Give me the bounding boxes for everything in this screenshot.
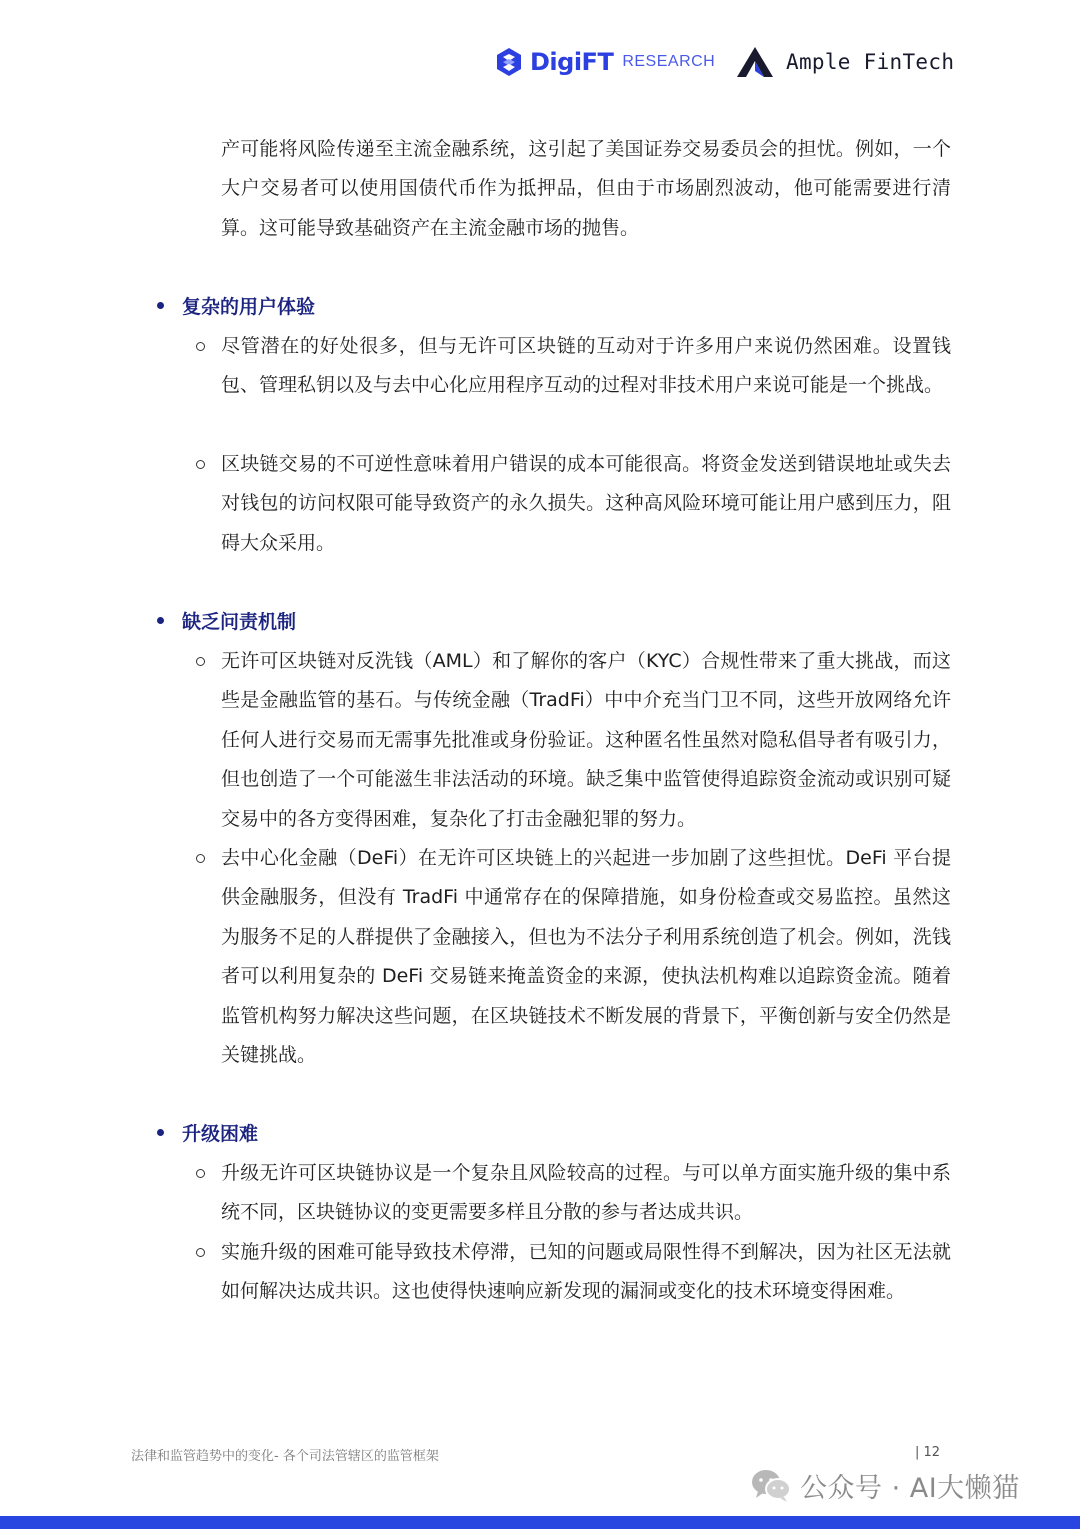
watermark-text: 公众号 · AI大懒猫 — [800, 1472, 1020, 1504]
footer-title: 法律和监管趋势中的变化- 各个司法管辖区的监管框架 — [131, 1449, 439, 1464]
section-heading-text: 缺乏问责机制 — [182, 611, 297, 633]
bottom-accent-bar — [0, 1516, 1080, 1529]
page-header — [0, 38, 1080, 88]
circle-bullet-icon — [196, 1248, 205, 1257]
wechat-icon — [750, 1467, 792, 1503]
section-heading — [157, 607, 296, 637]
bullet-icon — [157, 302, 164, 309]
circle-bullet-icon — [196, 460, 205, 469]
circle-bullet-icon — [196, 342, 205, 351]
section-heading — [157, 292, 315, 322]
page-number: | 12 — [915, 1445, 941, 1460]
ample-logo-icon — [736, 46, 774, 78]
list-item-text: 尽管潜在的好处很多，但与无许可区块链的互动对于许多用户来说仍然困难。设置钱包、管理私钥以及与去中心化应用程序互动的过程对非技术用户来说可能是一个挑战。 — [221, 335, 951, 397]
list-item-text: 无许可区块链对反洗钱（AML）和了解你的客户（KYC）合规性带来了重大挑战，而这些是金融监管的基石。与传统金融（TradFi）中中介充当门卫不同，这些开放网络允许任何人进行交易而无需事先批准或身份验证。这种匿名性虽然对隐私倡导者有吸引力，但也创造了一个可能滋生非法活动的环境。缺乏集中监管使得追踪资金流动或识别可疑交易中的各方变得困难，复杂化了打击金融犯罪的努力。 — [221, 650, 951, 830]
bullet-icon — [157, 1129, 164, 1136]
section-heading-text: 升级困难 — [182, 1123, 259, 1145]
digift-name: DigiFT — [530, 48, 614, 76]
circle-bullet-icon — [196, 1169, 205, 1178]
section-heading-text: 复杂的用户体验 — [182, 296, 316, 318]
digift-logo-icon — [494, 47, 524, 77]
circle-bullet-icon — [196, 657, 205, 666]
section-heading — [157, 1119, 258, 1149]
list-item-text: 去中心化金融（DeFi）在无许可区块链上的兴起进一步加剧了这些担忧。DeFi 平台提供金融服务，但没有 TradFi 中通常存在的保障措施，如身份检查或交易监控。虽然这为服务不足的人群提供了金融接入，但也为不法分子利用系统创造了机会。例如，洗钱者可以利用复杂的 DeFi 交易链来掩盖资金的来源，使执法机构难以追踪资金流。随着监管机构努力解决这些问题，在区块链技术不断发展的背景下，平衡创新与安全仍然是关键挑战。 — [221, 847, 951, 1067]
list-item-text: 升级无许可区块链协议是一个复杂且风险较高的过程。与可以单方面实施升级的集中系统不同，区块链协议的变更需要多样且分散的参与者达成共识。 — [221, 1162, 951, 1224]
watermark — [750, 1463, 1020, 1507]
intro-paragraph: 产可能将风险传递至主流金融系统，这引起了美国证券交易委员会的担忧。例如，一个大户交易者可以使用国债代币作为抵押品，但由于市场剧烈波动，他可能需要进行清算。这可能导致基础资产在主流金融市场的抛售。 — [221, 138, 951, 239]
ample-fintech-logo — [736, 42, 954, 82]
digift-logo — [494, 42, 715, 82]
ample-name: Ample FinTech — [786, 50, 955, 74]
list-item-text: 区块链交易的不可逆性意味着用户错误的成本可能很高。将资金发送到错误地址或失去对钱包的访问权限可能导致资产的永久损失。这种高风险环境可能让用户感到压力，阻碍大众采用。 — [221, 453, 951, 554]
bullet-icon — [157, 617, 164, 624]
digift-sub: RESEARCH — [622, 53, 716, 70]
list-item-text: 实施升级的困难可能导致技术停滞，已知的问题或局限性得不到解决，因为社区无法就如何解决达成共识。这也使得快速响应新发现的漏洞或变化的技术环境变得困难。 — [221, 1241, 951, 1303]
circle-bullet-icon — [196, 854, 205, 863]
